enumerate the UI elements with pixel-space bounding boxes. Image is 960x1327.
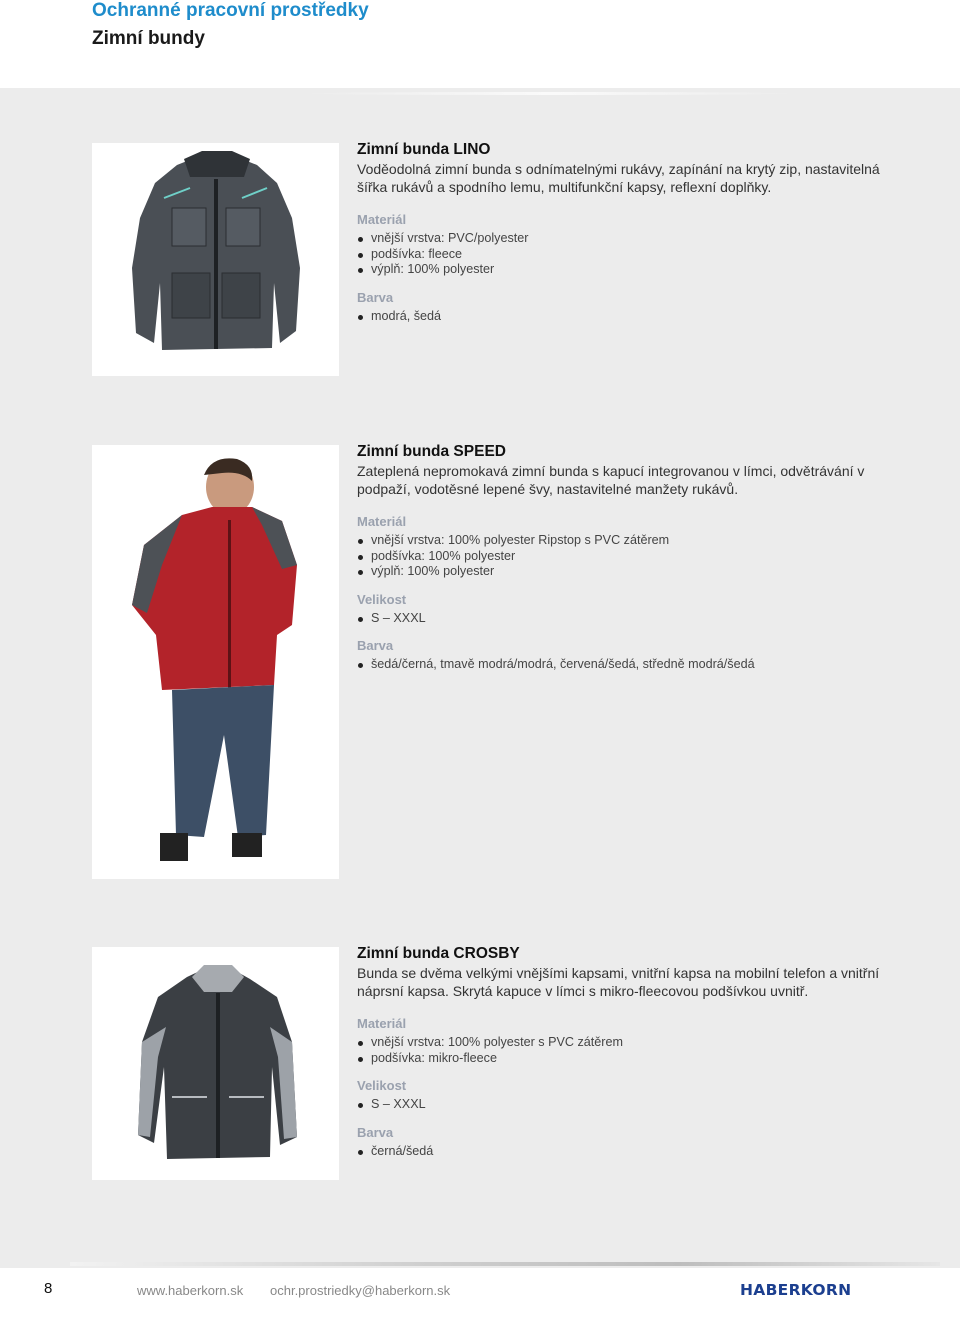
footer-divider (70, 1262, 940, 1266)
haberkorn-logo: HABERKORN (740, 1281, 852, 1299)
page-title: Zimní bundy (92, 28, 205, 49)
section-title: Ochranné pracovní prostředky (92, 0, 369, 21)
product-image-speed (92, 445, 339, 879)
product-image-lino (92, 143, 339, 376)
size-item: S – XXXL (357, 611, 897, 627)
size-label: Velikost (357, 591, 407, 607)
material-list (357, 533, 897, 580)
color-list (357, 1144, 897, 1160)
material-label: Materiál (357, 514, 407, 529)
color-list (357, 309, 897, 325)
color-label: Barva (357, 638, 394, 653)
email-link[interactable]: ochr.prostriedky@haberkorn.sk (270, 1283, 451, 1298)
size-list (357, 611, 897, 627)
color-list (357, 657, 897, 673)
material-label: Materiál (357, 1016, 407, 1031)
website-link[interactable]: www.haberkorn.sk (137, 1283, 244, 1298)
size-item: S – XXXL (357, 1097, 897, 1113)
product-description: Voděodolná zimní bunda s odnímatelnými rukávy, zapínání na krytý zip, nastavitelná šířka rukávů a spodního lemu, multifunkční kapsy, reflexní doplňky. (357, 161, 880, 195)
material-item: vnější vrstva: 100% polyester Ripstop s PVC zátěrem (357, 533, 897, 549)
jacket-crosby-illustration (92, 947, 339, 1180)
material-item: výplň: 100% polyester (357, 564, 897, 580)
color-item: modrá, šedá (357, 309, 897, 325)
product-name: Zimní bunda LINO (357, 141, 491, 158)
product-description: Zateplená nepromokavá zimní bunda s kapucí integrovanou v límci, odvětrávání v podpaží, vodotěsné lepené švy, nastavitelné manžety rukávů. (357, 463, 865, 497)
material-list (357, 231, 897, 278)
decorative-swoosh (300, 92, 800, 95)
color-item: černá/šedá (357, 1144, 897, 1160)
man-in-jacket-illustration (92, 445, 339, 879)
size-list (357, 1097, 897, 1113)
material-item: vnější vrstva: 100% polyester s PVC zátěrem (357, 1035, 897, 1051)
material-item: vnější vrstva: PVC/polyester (357, 231, 897, 247)
product-speed (357, 442, 897, 673)
material-item: výplň: 100% polyester (357, 262, 897, 278)
product-crosby (357, 944, 897, 1159)
color-label: Barva (357, 289, 394, 305)
jacket-lino-illustration (92, 143, 339, 376)
color-label: Barva (357, 1124, 394, 1140)
size-label: Velikost (357, 1078, 407, 1093)
page-header (0, 0, 960, 88)
page-number: 8 (44, 1280, 53, 1297)
product-lino (357, 140, 897, 324)
material-label: Materiál (357, 212, 407, 227)
product-name: Zimní bunda SPEED (357, 443, 506, 460)
product-image-crosby (92, 947, 339, 1180)
material-list (357, 1035, 897, 1066)
product-description: Bunda se dvěma velkými vnějšími kapsami, vnitřní kapsa na mobilní telefon a vnitřní náprsní kapsa. Skrytá kapuce v límci s mikro-fleecovou podšívkou uvnitř. (357, 965, 880, 999)
product-name: Zimní bunda CROSBY (357, 945, 520, 962)
material-item: podšívka: fleece (357, 247, 897, 263)
material-item: podšívka: mikro-fleece (357, 1051, 897, 1067)
color-item: šedá/černá, tmavě modrá/modrá, červená/šedá, středně modrá/šedá (357, 657, 897, 673)
material-item: podšívka: 100% polyester (357, 549, 897, 565)
